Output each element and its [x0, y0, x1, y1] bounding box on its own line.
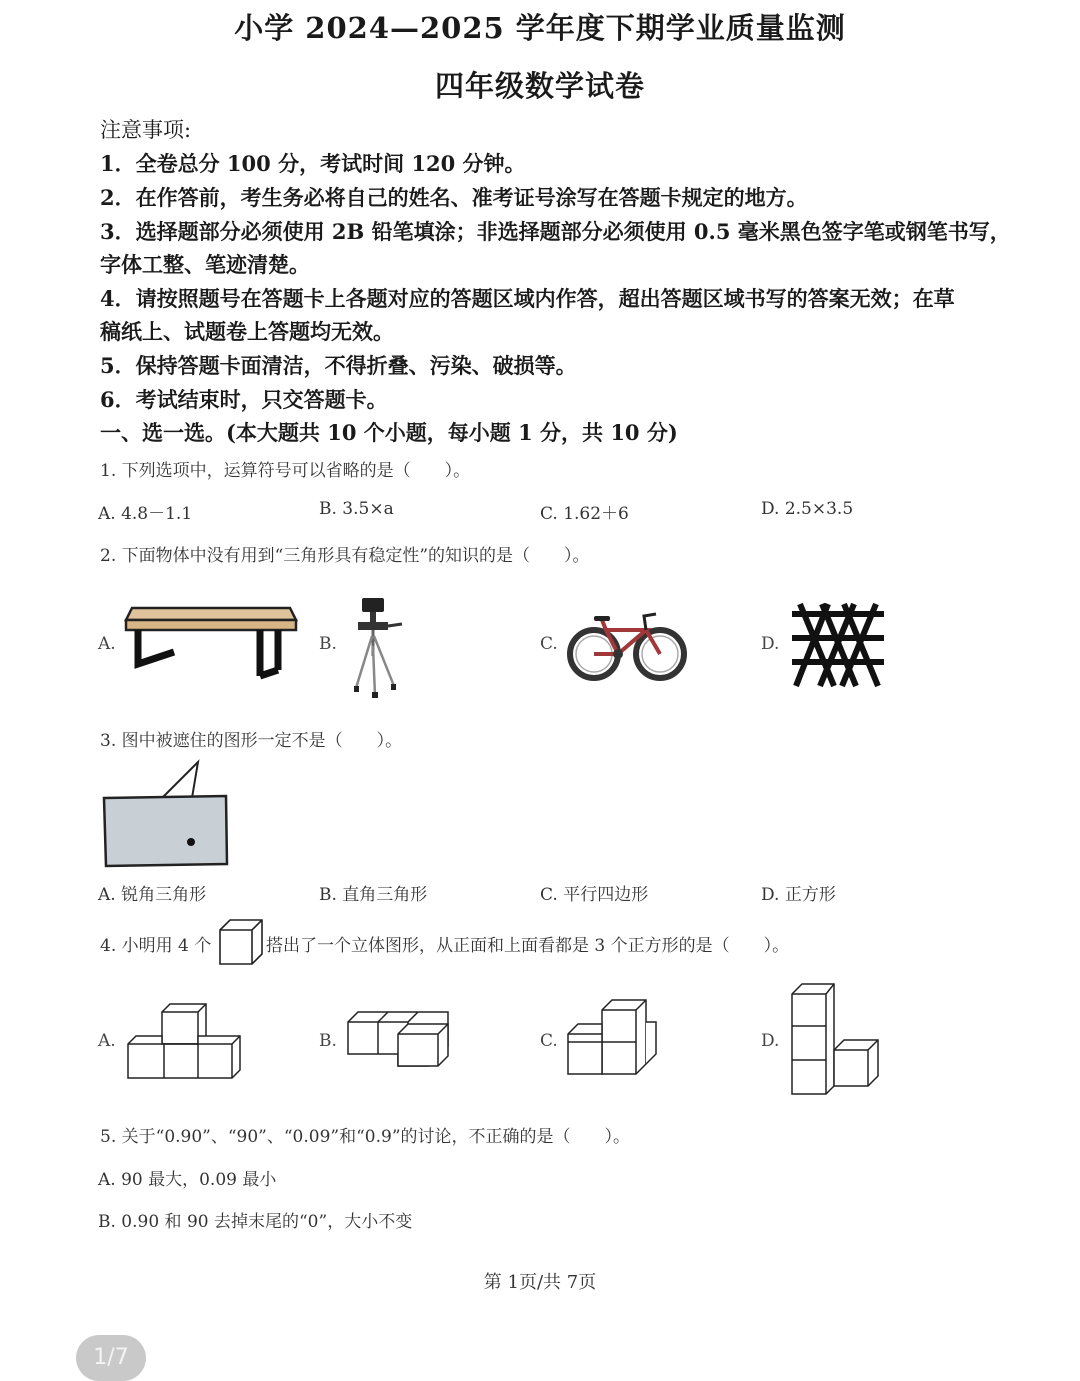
- q4-option-c-cubes: [566, 998, 662, 1078]
- notice-item: 1．全卷总分 100 分，考试时间 120 分钟。: [100, 151, 526, 176]
- q2-option-a-letter: A.: [98, 634, 116, 654]
- q4-option-c-letter: C.: [540, 1031, 558, 1051]
- question-1-stem: 1. 下列选项中，运算符号可以省略的是（ ）。: [100, 461, 471, 481]
- covered-shape-figure: [100, 760, 232, 870]
- notice-heading: 注意事项:: [100, 118, 192, 142]
- q4-option-d-letter: D.: [761, 1031, 780, 1051]
- q1-option-c: C. 1.62＋6: [540, 504, 629, 524]
- table-icon: [120, 600, 300, 690]
- notice-item: 5．保持答题卡面清洁，不得折叠、污染、破损等。: [100, 353, 577, 378]
- question-3-stem: 3. 图中被遮住的图形一定不是（ ）。: [100, 731, 403, 751]
- notice-item: 字体工整、笔迹清楚。: [100, 252, 310, 277]
- notice-item: 稿纸上、试题卷上答题均无效。: [100, 319, 394, 344]
- q3-option-d: D. 正方形: [761, 885, 836, 905]
- q5-option-b: B. 0.90 和 90 去掉末尾的“0”，大小不变: [98, 1212, 413, 1232]
- tripod-icon: [350, 596, 410, 700]
- q3-option-a: A. 锐角三角形: [98, 885, 207, 905]
- exam-subtitle: 四年级数学试卷: [434, 69, 645, 103]
- q4-option-a-cubes: [126, 1000, 242, 1084]
- page-indicator[interactable]: 1/7: [76, 1335, 146, 1381]
- q1-option-b: B. 3.5×a: [319, 499, 394, 519]
- question-5-stem: 5. 关于“0.90”、“90”、“0.09”和“0.9”的讨论，不正确的是（ ）。: [100, 1127, 631, 1147]
- notice-item: 4．请按照题号在答题卡上各题对应的答题区域内作答，超出答题区域书写的答案无效；在草: [100, 286, 955, 311]
- page-footer: 第 1页/共 7页: [483, 1272, 597, 1293]
- notice-item: 6．考试结束时，只交答题卡。: [100, 387, 388, 412]
- q2-option-b-letter: B.: [319, 634, 337, 654]
- q4-option-d-cubes: [788, 982, 884, 1098]
- q5-option-a: A. 90 最大，0.09 最小: [98, 1170, 277, 1190]
- notice-item: 3．选择题部分必须使用 2B 铅笔填涂；非选择题部分必须使用 0.5 毫米黑色签字笔或钢笔书写，: [100, 219, 1011, 244]
- q1-option-d: D. 2.5×3.5: [761, 499, 854, 519]
- lattice-icon: [790, 600, 886, 690]
- q3-option-b: B. 直角三角形: [319, 885, 428, 905]
- q4-option-b-letter: B.: [319, 1031, 337, 1051]
- section-heading: 一、选一选。(本大题共 10 个小题，每小题 1 分，共 10 分): [100, 420, 678, 445]
- exam-title: 小学 2024—2025 学年度下期学业质量监测: [234, 11, 846, 45]
- q1-option-a: A. 4.8－1.1: [98, 504, 193, 524]
- question-4-stem-start: 4. 小明用 4 个: [100, 936, 212, 956]
- notice-item: 2．在作答前，考生务必将自己的姓名、准考证号涂写在答题卡规定的地方。: [100, 185, 808, 210]
- q3-option-c: C. 平行四边形: [540, 885, 649, 905]
- q4-option-a-letter: A.: [98, 1031, 116, 1051]
- cube-icon: [216, 918, 266, 966]
- q2-option-c-letter: C.: [540, 634, 558, 654]
- question-4-stem-end: 搭出了一个立体图形，从正面和上面看都是 3 个正方形的是（ ）。: [266, 936, 790, 956]
- q2-option-d-letter: D.: [761, 634, 780, 654]
- q4-option-b-cubes: [346, 1010, 452, 1074]
- bicycle-icon: [566, 606, 690, 684]
- question-2-stem: 2. 下面物体中没有用到“三角形具有稳定性”的知识的是（ ）。: [100, 546, 590, 566]
